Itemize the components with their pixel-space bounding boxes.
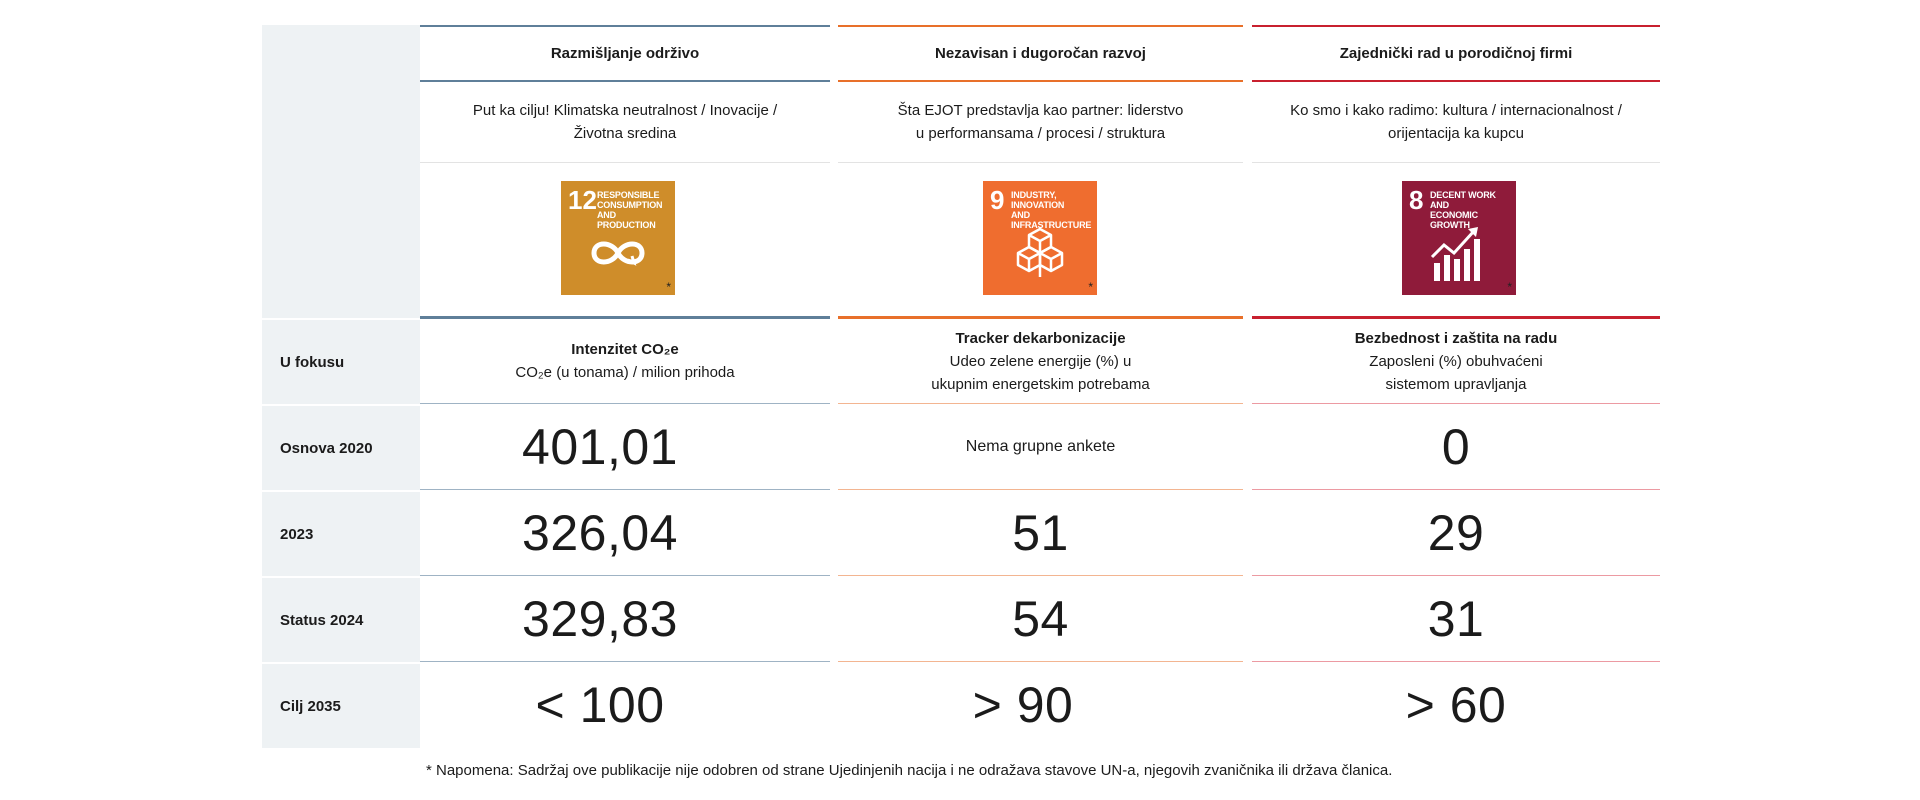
rule: [420, 575, 830, 576]
sdg-title-line: AND INFRASTRUCTURE: [1011, 210, 1092, 230]
sdg-footnote-marker: *: [1088, 280, 1093, 294]
label-column-top: [262, 25, 420, 318]
baseline-value-2: Nema grupne ankete: [965, 438, 1116, 455]
sdg-number: 12: [568, 185, 597, 215]
status-2024-value-2: 54: [1012, 591, 1069, 647]
rule: [420, 661, 830, 662]
column-description-3: [1252, 82, 1660, 162]
rule: [1252, 403, 1660, 404]
row-label-focus: U fokusu: [280, 353, 345, 371]
focus-description: Udeo zelene energije (%) u: [949, 352, 1132, 370]
goal-2035-value-2: > 90: [972, 677, 1074, 733]
sdg-title-line: INDUSTRY, INNOVATION: [1011, 190, 1065, 210]
value-2023-3: 29: [1427, 505, 1485, 561]
sdg-title-line: AND PRODUCTION: [597, 210, 656, 230]
row-label-goal-2035: Cilj 2035: [280, 697, 341, 715]
sdg-title-line: CONSUMPTION: [597, 200, 663, 210]
focus-title: Bezbednost i zaštita na radu: [1354, 329, 1558, 347]
sdg-12-tile: [561, 181, 675, 295]
focus-cell-2: [838, 319, 1243, 403]
description-line: Put ka cilju! Klimatska neutralnost / Inovacije /: [472, 102, 778, 119]
rule: [1252, 162, 1660, 163]
column-header-3: Zajednički rad u porodičnoj firmi: [1339, 45, 1573, 62]
rule: [1252, 575, 1660, 576]
row-label-2023: 2023: [280, 525, 314, 543]
value-2023-1: 326,04: [522, 505, 678, 561]
column-description-1: [420, 82, 830, 162]
description-line: u performansama / procesi / struktura: [915, 125, 1166, 142]
sdg-number: 9: [990, 185, 1005, 215]
focus-cell-3: [1252, 319, 1660, 403]
goal-2035-value-3: > 60: [1405, 677, 1507, 733]
focus-description: CO₂e (u tonama) / milion prihoda: [515, 364, 735, 381]
focus-description: Zaposleni (%) obuhvaćeni: [1369, 352, 1543, 370]
status-2024-value-3: 31: [1427, 591, 1485, 647]
column-header-1: Razmišljanje održivo: [550, 45, 700, 62]
description-line: Šta EJOT predstavlja kao partner: liderstvo: [897, 102, 1184, 119]
sdg-title-line: RESPONSIBLE: [597, 190, 660, 200]
row-label-status-2024: Status 2024: [280, 611, 364, 629]
description-line: Životna sredina: [573, 125, 677, 142]
baseline-value-3: 0: [1441, 419, 1471, 475]
infinity-icon: [588, 235, 648, 271]
sdg-footnote-marker: *: [666, 280, 671, 294]
sdg-title-line: ECONOMIC GROWTH: [1430, 210, 1478, 230]
value-2023-2: 51: [1012, 505, 1069, 561]
focus-title: Tracker dekarbonizacije: [955, 329, 1126, 347]
goal-2035-value-1: < 100: [535, 677, 665, 733]
cubes-icon: [1009, 227, 1071, 283]
rule: [838, 575, 1243, 576]
focus-title: Intenzitet CO₂e: [571, 341, 679, 358]
column-description-2: [838, 82, 1243, 162]
focus-cell-1: [420, 319, 830, 403]
sdg-title-line: DECENT WORK AND: [1430, 190, 1496, 210]
rule: [1252, 661, 1660, 662]
column-header-2: Nezavisan i dugoročan razvoj: [935, 45, 1146, 62]
sdg-footnote-marker: *: [1507, 280, 1512, 294]
growth-chart-icon: [1430, 225, 1490, 283]
rule: [838, 403, 1243, 404]
description-line: orijentacija ka kupcu: [1388, 125, 1524, 142]
sdg-9-tile: [983, 181, 1097, 295]
row-label-baseline: Osnova 2020: [280, 439, 373, 457]
footnote: * Napomena: Sadržaj ove publikacije nije odobren od strane Ujedinjenih nacija i ne odražava stavove UN-a, njegovih zvaničnika ili država članica.: [426, 762, 1393, 779]
sdg-title: [1011, 190, 1097, 230]
rule: [420, 403, 830, 404]
rule: [838, 162, 1243, 163]
rule: [838, 661, 1243, 662]
rule: [420, 489, 830, 490]
description-line: Ko smo i kako radimo: kultura / internacionalnost /: [1290, 102, 1622, 119]
sdg-title: [1430, 190, 1516, 230]
sdg-8-tile: [1402, 181, 1516, 295]
focus-description: ukupnim energetskim potrebama: [931, 375, 1150, 393]
baseline-value-1: 401,01: [522, 419, 678, 475]
rule: [420, 162, 830, 163]
sdg-number: 8: [1409, 185, 1424, 215]
sdg-title: [597, 190, 675, 230]
rule: [1252, 489, 1660, 490]
focus-description: sistemom upravljanja: [1385, 375, 1527, 393]
rule: [838, 489, 1243, 490]
status-2024-value-1: 329,83: [522, 591, 678, 647]
